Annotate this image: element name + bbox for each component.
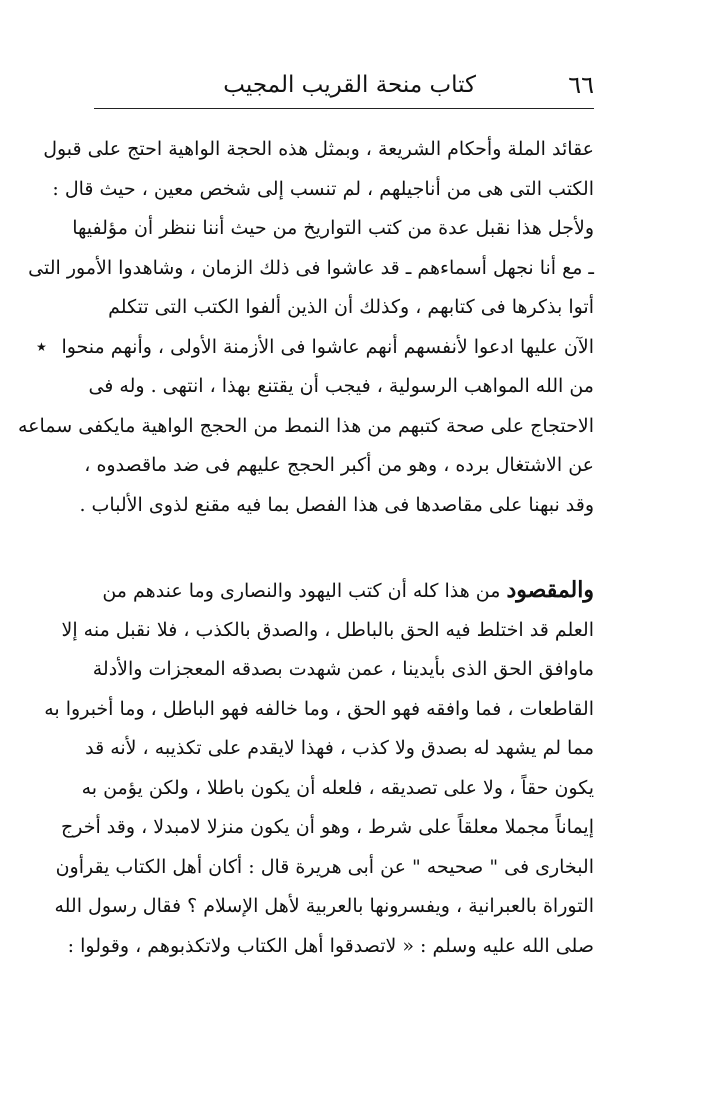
text-line: الاحتجاج على صحة كتبهم من هذا النمط من الحجج الواهية مايكفى سماعه (17, 414, 594, 437)
text-line: وقد نبهنا على مقاصدها فى هذا الفصل بما فيه مقنع لذوى الألباب . (79, 493, 594, 516)
first-line-rest: من هذا كله أن كتب اليهود والنصارى وما عندهم من (102, 580, 507, 602)
text-line: ماوافق الحق الذى بأيدينا ، عمن شهدت بصدقه المعجزات والأدلة (92, 658, 594, 680)
text-line: التوراة بالعبرانية ، ويفسرونها بالعربية لأهل الإسلام ؟ فقال رسول الله (54, 895, 594, 917)
text-line: ـ مع أنا نجهل أسماءهم ـ قد عاشوا فى ذلك الزمان ، وشاهدوا الأمور التى (28, 256, 594, 279)
text-line: يكون حقاً ، ولا على تصديقه ، فلعله أن يكون باطلا ، ولكن يؤمن به (81, 776, 594, 799)
text-line: عن الاشتغال برده ، وهو من أكبر الحجج عليهم فى ضد ماقصدوه ، (84, 454, 594, 476)
running-title: كتاب منحة القريب المجيب (223, 72, 476, 98)
text-line: القاطعات ، فما وافقه فهو الحق ، وما خالفه فهو الباطل ، وما أخبروا به (44, 697, 594, 720)
paragraph-2 (44, 571, 594, 966)
text-line: إيماناً مجملا معلقاً على شرط ، وهو أن يكون منزلا لامبدلا ، وقد أخرج (60, 816, 594, 838)
text-line: الكتب التى هى من أناجيلهم ، لم تنسب إلى شخص معين ، حيث قال : (52, 177, 594, 200)
text-line: ولأجل هذا نقبل عدة من كتب التواريخ من حيث أننا ننظر أن مؤلفيها (72, 217, 594, 239)
text-line: البخارى فى " صحيحه " عن أبى هريرة قال : أكان أهل الكتاب يقرأون (55, 855, 594, 878)
paragraph-1 (17, 130, 594, 525)
text-line: صلى الله عليه وسلم : « لاتصدقوا أهل الكتاب ولاتكذبوهم ، وقولوا : (67, 934, 594, 957)
margin-mark: ٭ (36, 334, 47, 358)
header-rule (94, 108, 594, 109)
lead-word: والمقصود (506, 577, 594, 603)
text-line: الآن عليها ادعوا لأنفسهم أنهم عاشوا فى الأزمنة الأولى ، وأنهم منحوا (61, 335, 594, 358)
page-header (94, 68, 594, 108)
text-line: من الله المواهب الرسولية ، فيجب أن يقتنع بهذا ، انتهى . وله فى (88, 375, 594, 397)
text-line: عقائد الملة وأحكام الشريعة ، وبمثل هذه الحجة الواهية احتج على قبول (43, 138, 594, 160)
text-line-first (94, 571, 594, 611)
text-line: مما لم يشهد له بصدق ولا كذب ، فهذا لايقدم على تكذيبه ، لأنه قد (85, 737, 594, 759)
text-line: أتوا بذكرها فى كتابهم ، وكذلك أن الذين ألفوا الكتب التى تتكلم (108, 296, 594, 318)
page-number: ٦٦ (568, 71, 594, 99)
text-line: العلم قد اختلط فيه الحق بالباطل ، والصدق بالكذب ، فلا نقبل منه إلا (61, 618, 594, 641)
